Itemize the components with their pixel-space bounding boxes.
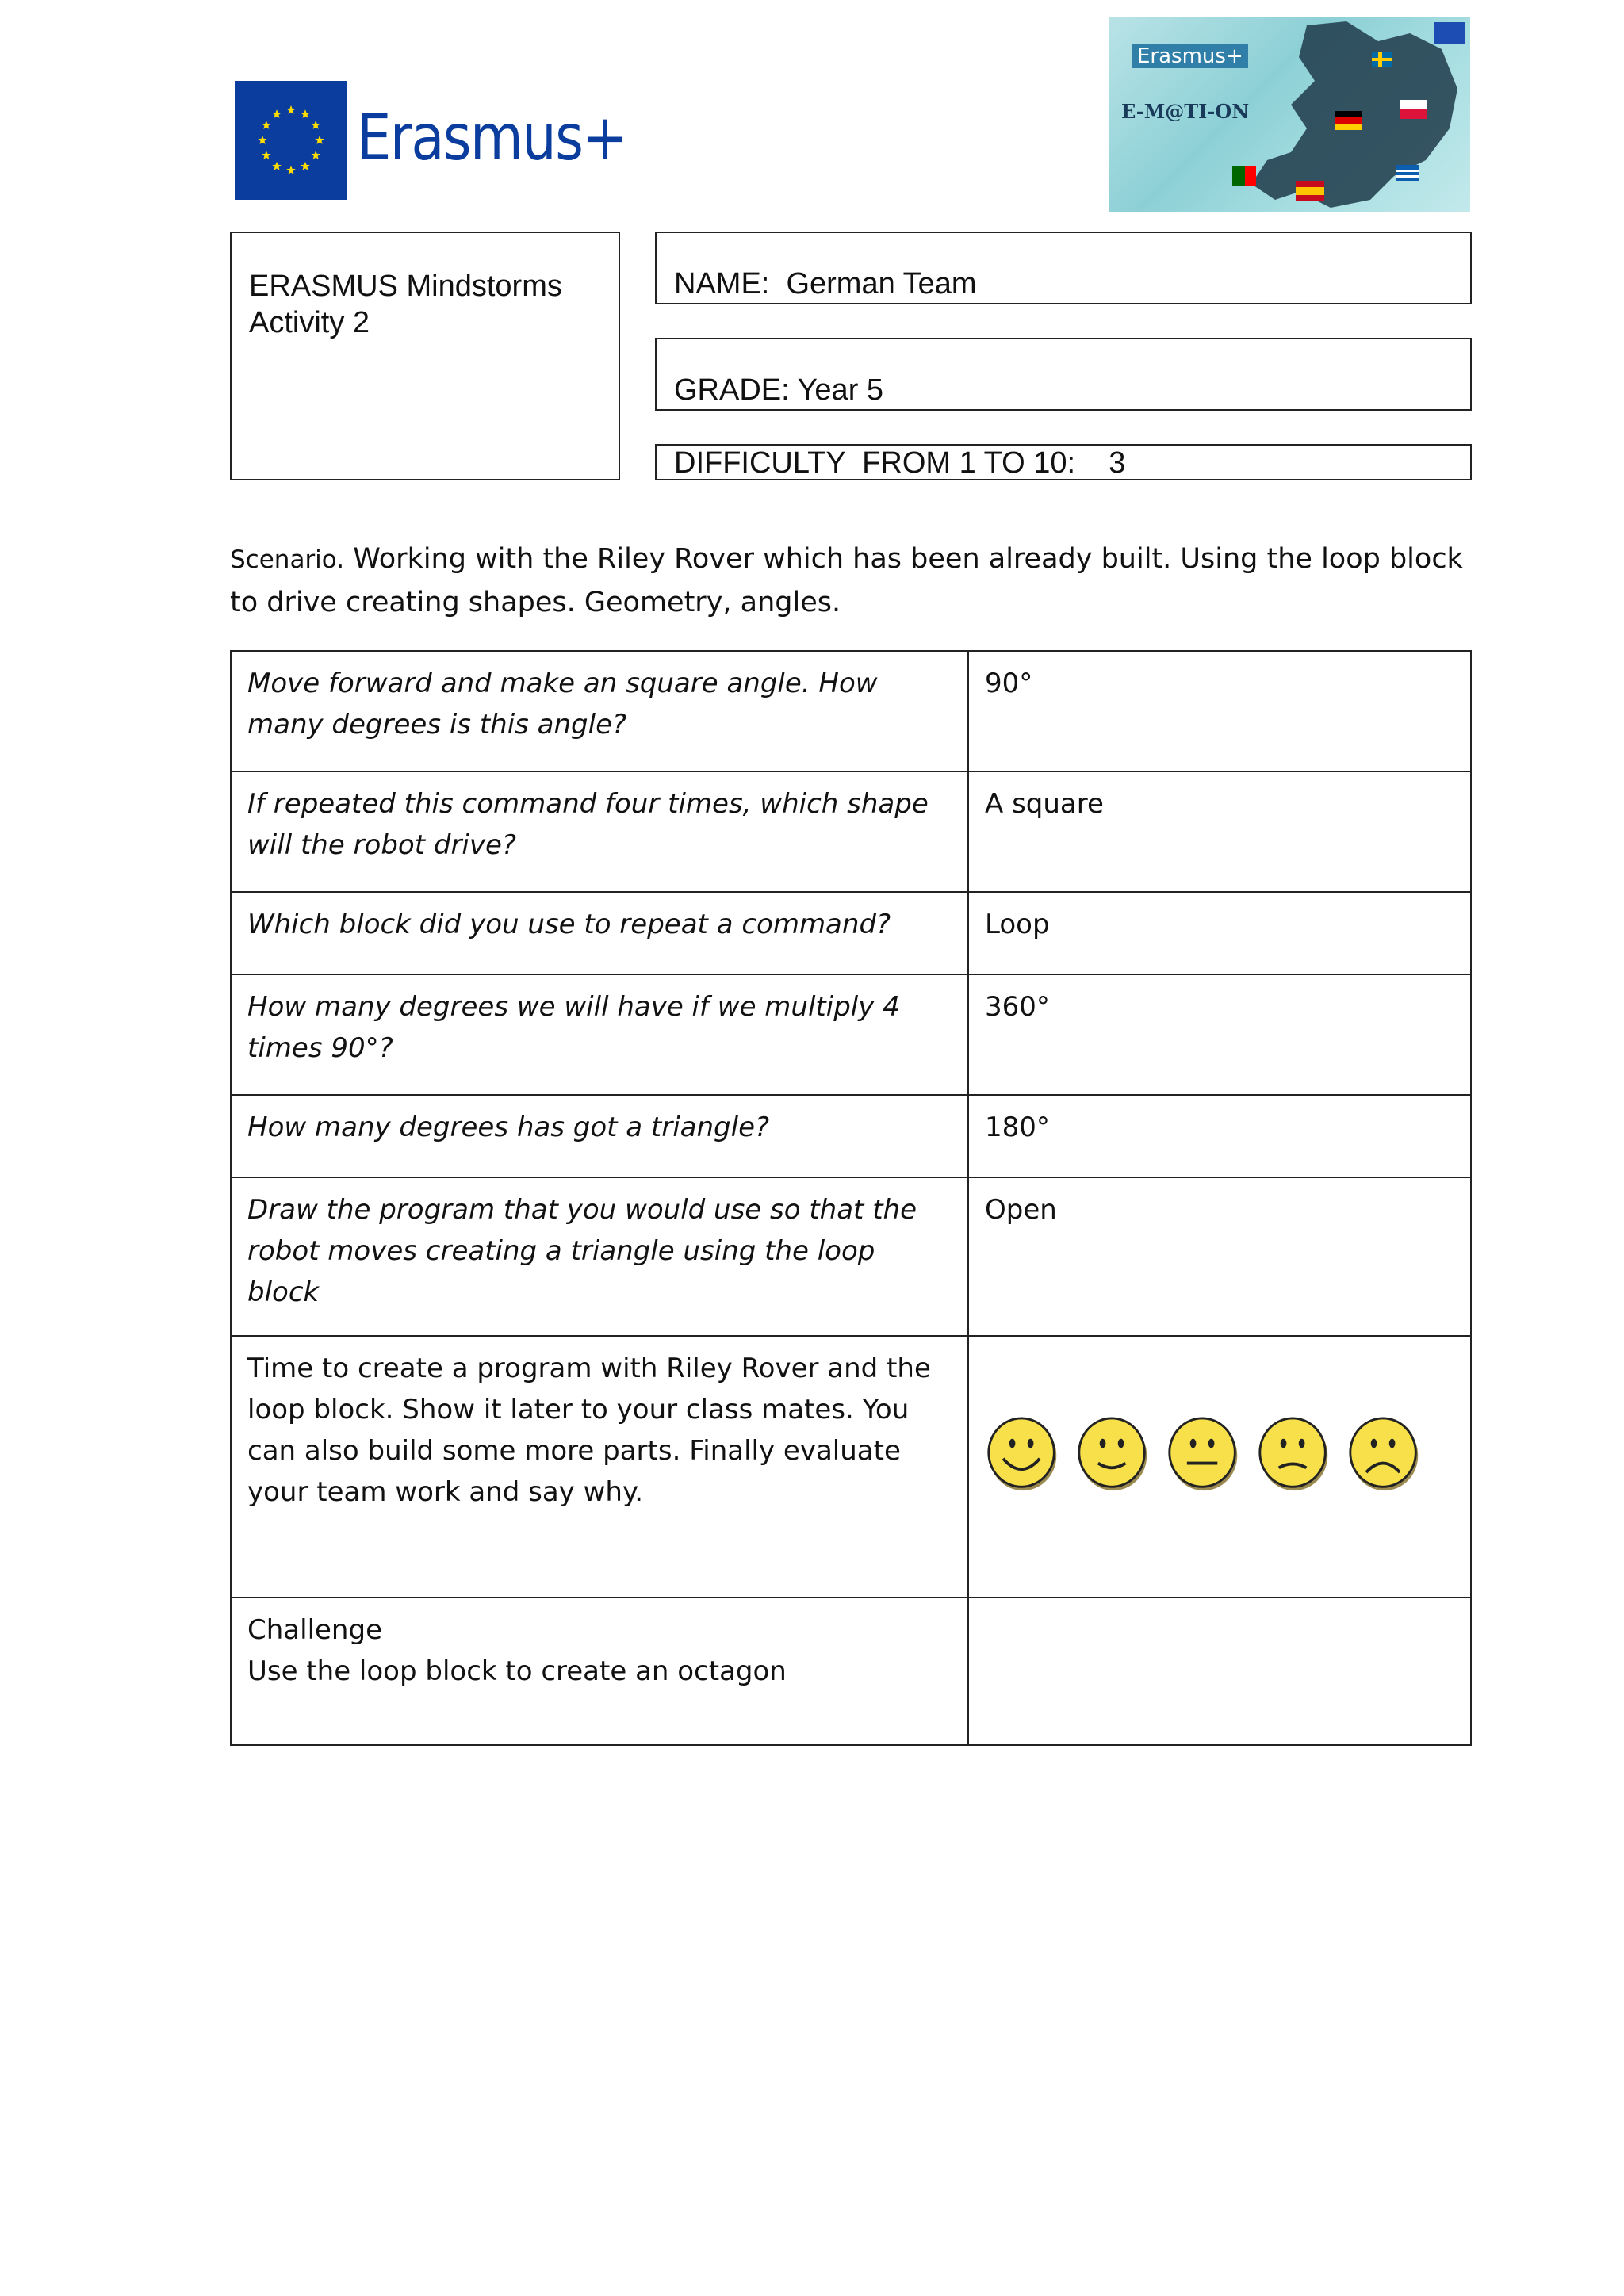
eu-star-icon (272, 109, 281, 118)
name-field: NAME: German Team (674, 267, 977, 300)
table-row (231, 1177, 1471, 1336)
question-cell: Move forward and make an square angle. How many degrees is this angle? (231, 651, 968, 771)
table-row (231, 974, 1471, 1095)
question-table (230, 650, 1472, 1746)
eu-flag-icon (235, 81, 347, 200)
table-row (231, 1336, 1471, 1598)
scenario-label: Scenario. (230, 545, 345, 574)
eu-star-icon (262, 151, 270, 159)
eu-star-icon (258, 136, 266, 144)
table-row (231, 651, 1471, 771)
activity-number: Activity 2 (249, 306, 370, 339)
eu-star-icon (262, 121, 270, 129)
very-sad-face-icon[interactable] (1346, 1414, 1423, 1494)
answer-cell: Open (968, 1177, 1471, 1336)
scenario-text (230, 538, 1483, 624)
name-box (655, 232, 1472, 304)
eu-star-icon (301, 162, 309, 170)
eu-star-icon (301, 109, 309, 118)
question-cell: How many degrees has got a triangle? (231, 1095, 968, 1177)
question-cell: Which block did you use to repeat a command? (231, 892, 968, 974)
challenge-title: Challenge (247, 1614, 382, 1646)
eu-star-icon (286, 166, 295, 174)
table-row (231, 1095, 1471, 1177)
eu-star-icon (315, 136, 324, 144)
eu-star-icon (286, 105, 295, 114)
challenge-text: Use the loop block to create an octagon (247, 1655, 787, 1687)
activity-box (230, 232, 620, 480)
answer-cell: Loop (968, 892, 1471, 974)
answer-cell (968, 1598, 1471, 1745)
grade-field: GRADE: Year 5 (674, 373, 884, 407)
rating-faces (985, 1348, 1454, 1494)
eu-star-icon (312, 151, 320, 159)
table-row (231, 892, 1471, 974)
neutral-face-icon[interactable] (1166, 1414, 1242, 1494)
question-cell: Time to create a program with Riley Rover and the loop block. Show it later to your class mates. You can also build some more parts. Finally evaluate your team work and say why. (231, 1336, 968, 1598)
answer-cell: 180° (968, 1095, 1471, 1177)
project-logo (1109, 17, 1470, 212)
difficulty-field: DIFFICULTY FROM 1 TO 10: 3 (674, 446, 1126, 480)
project-logo-banner: Erasmus+ (1132, 44, 1248, 68)
difficulty-box (655, 444, 1472, 480)
table-row (231, 1598, 1471, 1745)
rating-cell (968, 1336, 1471, 1598)
table-row (231, 771, 1471, 892)
challenge-cell (231, 1598, 968, 1745)
question-cell: How many degrees we will have if we multiply 4 times 90°? (231, 974, 968, 1095)
very-happy-face-icon[interactable] (985, 1414, 1061, 1494)
erasmus-logo-text: Erasmus+ (357, 101, 627, 174)
project-logo-name: E-M@TI-ON (1121, 100, 1250, 123)
happy-face-icon[interactable] (1075, 1414, 1151, 1494)
erasmus-logo (235, 78, 627, 205)
answer-cell: 360° (968, 974, 1471, 1095)
scenario-body: Working with the Riley Rover which has been already built. Using the loop block to drive creating shapes. Geometry, angles. (230, 543, 1463, 618)
grade-box (655, 338, 1472, 411)
answer-cell: 90° (968, 651, 1471, 771)
answer-cell: A square (968, 771, 1471, 892)
eu-star-icon (272, 162, 281, 170)
question-cell: Draw the program that you would use so that the robot moves creating a triangle using the loop block (231, 1177, 968, 1336)
activity-title: ERASMUS Mindstorms (249, 270, 562, 303)
eu-star-icon (312, 121, 320, 129)
sad-face-icon[interactable] (1256, 1414, 1332, 1494)
question-cell: If repeated this command four times, which shape will the robot drive? (231, 771, 968, 892)
